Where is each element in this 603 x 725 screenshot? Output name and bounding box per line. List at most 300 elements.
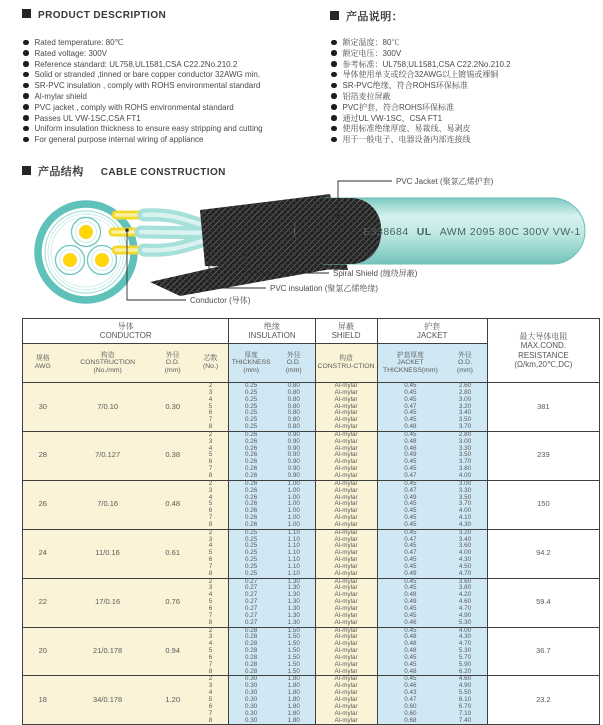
insulation-thickness-cell: 0.27 xyxy=(229,585,273,592)
insulation-od-cell: 1.30 xyxy=(273,606,315,613)
jacket-od-cell: 3.40 xyxy=(443,537,487,544)
cable-construction-title-cn: 产品结构 xyxy=(38,166,84,178)
cores-cell: 7 xyxy=(193,466,229,473)
shield-label: Spiral Shield (缠绕屏蔽) xyxy=(333,269,418,278)
shield-construction-cell: Al-mylar xyxy=(315,404,377,411)
insulation-od-cell: 1.00 xyxy=(273,488,315,495)
insulation-thickness-cell: 0.25 xyxy=(229,529,273,536)
shield-construction-cell: Al-mylar xyxy=(315,655,377,662)
insulation-od-cell: 1.30 xyxy=(273,585,315,592)
insulation-thickness-cell: 0.25 xyxy=(229,564,273,571)
cores-cell: 3 xyxy=(193,439,229,446)
bullet-text: Passes UL VW-1SC,CSA FT1 xyxy=(34,113,141,123)
shield-construction-cell: Al-mylar xyxy=(315,711,377,718)
insulation-od-cell: 1.10 xyxy=(273,557,315,564)
awg-cell: 28 xyxy=(23,431,63,480)
jacket-thickness-cell: 0.60 xyxy=(377,704,443,711)
shield-construction-cell: Al-mylar xyxy=(315,417,377,424)
cores-cell: 3 xyxy=(193,537,229,544)
bullet-item xyxy=(23,60,263,71)
shield-construction-cell: Al-mylar xyxy=(315,564,377,571)
jacket-od-cell: 2.80 xyxy=(443,390,487,397)
bullet-icon xyxy=(23,126,29,132)
insulation-thickness-header: 厚度 THICKNESS (mm) xyxy=(229,344,273,383)
bullet-icon xyxy=(23,115,29,121)
jacket-od-cell: 3.50 xyxy=(443,495,487,502)
cores-cell: 3 xyxy=(193,488,229,495)
spec-row xyxy=(23,431,600,438)
spec-row xyxy=(23,480,600,487)
jacket-thickness-cell: 0.45 xyxy=(377,606,443,613)
bullet-item xyxy=(23,92,263,103)
jacket-od-cell: 2.60 xyxy=(443,383,487,390)
jacket-od-cell: 3.00 xyxy=(443,397,487,404)
bullet-text: 通过UL VW-1SC、CSA FT1 xyxy=(342,113,443,123)
jacket-od-cell: 4.90 xyxy=(443,683,487,690)
cores-cell: 7 xyxy=(193,515,229,522)
jacket-od-cell: 5.90 xyxy=(443,662,487,669)
cores-cell: 5 xyxy=(193,550,229,557)
construction-header: 构造 CONSTRUCTION (No./mm) xyxy=(63,344,153,383)
insulation-thickness-cell: 0.30 xyxy=(229,718,273,725)
insulation-thickness-cell: 0.27 xyxy=(229,592,273,599)
insulation-group-header: 绝缘 INSULATION xyxy=(229,319,315,344)
spec-row xyxy=(23,676,600,683)
insulation-thickness-cell: 0.30 xyxy=(229,697,273,704)
jacket-thickness-cell: 0.49 xyxy=(377,452,443,459)
conductor-od-cell: 0.48 xyxy=(153,480,193,529)
jacket-od-cell: 4.00 xyxy=(443,508,487,515)
cores-cell: 8 xyxy=(193,473,229,480)
shield-construction-cell: Al-mylar xyxy=(315,648,377,655)
jacket-thickness-cell: 0.45 xyxy=(377,662,443,669)
jacket-thickness-cell: 0.48 xyxy=(377,439,443,446)
cores-cell: 5 xyxy=(193,697,229,704)
cores-cell: 2 xyxy=(193,431,229,438)
bullet-text: For general purpose internal wiring of appliance xyxy=(34,135,204,145)
bullet-icon xyxy=(331,61,337,67)
insulation-thickness-cell: 0.26 xyxy=(229,501,273,508)
bullet-item xyxy=(23,70,263,81)
insulation-thickness-cell: 0.25 xyxy=(229,404,273,411)
insulation-thickness-cell: 0.26 xyxy=(229,488,273,495)
insulation-thickness-cell: 0.26 xyxy=(229,446,273,453)
conductor-od-header: 外径 O.D. (mm) xyxy=(153,344,193,383)
shield-construction-cell: Al-mylar xyxy=(315,634,377,641)
insulation-od-cell: 1.00 xyxy=(273,515,315,522)
resistance-cell: 239 xyxy=(487,431,599,480)
awg-group-22 xyxy=(23,578,600,627)
cores-cell: 5 xyxy=(193,452,229,459)
jacket-thickness-cell: 0.45 xyxy=(377,383,443,390)
conductor-od-cell: 0.61 xyxy=(153,529,193,578)
jacket-od-cell: 4.30 xyxy=(443,634,487,641)
jacket-od-cell: 4.90 xyxy=(443,613,487,620)
spec-row xyxy=(23,529,600,536)
insulation-thickness-cell: 0.26 xyxy=(229,466,273,473)
jacket-od-cell: 3.50 xyxy=(443,417,487,424)
insulation-thickness-cell: 0.27 xyxy=(229,606,273,613)
awg-group-26 xyxy=(23,480,600,529)
insulation-od-cell: 1.80 xyxy=(273,697,315,704)
cores-cell: 7 xyxy=(193,711,229,718)
cores-cell: 4 xyxy=(193,397,229,404)
shield-construction-cell: Al-mylar xyxy=(315,599,377,606)
insulation-od-cell: 0.80 xyxy=(273,404,315,411)
insulation-label: PVC insulation (聚氯乙烯绝缘) xyxy=(270,284,379,293)
jacket-thickness-cell: 0.60 xyxy=(377,711,443,718)
insulation-od-cell: 1.50 xyxy=(273,669,315,676)
jacket-od-cell: 6.10 xyxy=(443,697,487,704)
insulation-thickness-cell: 0.25 xyxy=(229,410,273,417)
insulation-od-cell: 0.80 xyxy=(273,390,315,397)
insulation-od-cell: 1.10 xyxy=(273,564,315,571)
conductor-od-cell: 0.38 xyxy=(153,431,193,480)
jacket-thickness-cell: 0.45 xyxy=(377,676,443,683)
shield-construction-cell: Al-mylar xyxy=(315,515,377,522)
bullet-icon xyxy=(23,50,29,56)
bullet-item xyxy=(331,114,511,125)
awg-cell: 30 xyxy=(23,383,63,432)
insulation-od-cell: 0.80 xyxy=(273,417,315,424)
shield-construction-cell: Al-mylar xyxy=(315,452,377,459)
construction-cell: 7/0.16 xyxy=(63,480,153,529)
shield-construction-cell: Al-mylar xyxy=(315,410,377,417)
jacket-thickness-cell: 0.45 xyxy=(377,515,443,522)
insulation-thickness-cell: 0.25 xyxy=(229,383,273,390)
bullet-text: 用于一般电子、电器设备内部连接线 xyxy=(342,135,471,145)
bullet-text: PVC jacket , comply with ROHS environmental standard xyxy=(34,102,234,112)
bullet-icon xyxy=(331,50,337,56)
insulation-thickness-cell: 0.25 xyxy=(229,417,273,424)
product-notes-title xyxy=(330,8,403,24)
bullet-item xyxy=(331,92,511,103)
insulation-thickness-cell: 0.25 xyxy=(229,424,273,431)
insulation-thickness-cell: 0.30 xyxy=(229,704,273,711)
jacket-thickness-cell: 0.45 xyxy=(377,557,443,564)
insulation-od-cell: 1.50 xyxy=(273,662,315,669)
insulation-od-cell: 1.00 xyxy=(273,501,315,508)
insulation-od-cell: 0.90 xyxy=(273,452,315,459)
insulation-od-cell: 1.30 xyxy=(273,599,315,606)
insulation-od-cell: 1.50 xyxy=(273,641,315,648)
jacket-od-cell: 4.50 xyxy=(443,564,487,571)
jacket-od-cell: 5.70 xyxy=(443,655,487,662)
jacket-thickness-cell: 0.48 xyxy=(377,641,443,648)
insulation-od-cell: 0.90 xyxy=(273,439,315,446)
shield-construction-cell: Al-mylar xyxy=(315,613,377,620)
jacket-od-cell: 4.10 xyxy=(443,515,487,522)
jacket-od-cell: 6.20 xyxy=(443,669,487,676)
shield-construction-cell: Al-mylar xyxy=(315,501,377,508)
jacket-od-cell: 4.00 xyxy=(443,473,487,480)
jacket-thickness-cell: 0.45 xyxy=(377,508,443,515)
resistance-cell: 59.4 xyxy=(487,578,599,627)
shield-construction-cell: Al-mylar xyxy=(315,585,377,592)
insulation-od-cell: 1.80 xyxy=(273,704,315,711)
cores-cell: 2 xyxy=(193,383,229,390)
product-notes-list xyxy=(331,38,511,146)
jacket-od-cell: 3.30 xyxy=(443,446,487,453)
bullet-icon xyxy=(331,40,337,46)
insulation-thickness-cell: 0.28 xyxy=(229,662,273,669)
awg-cell: 22 xyxy=(23,578,63,627)
insulation-thickness-cell: 0.28 xyxy=(229,669,273,676)
product-description-list xyxy=(23,38,263,146)
resistance-cell: 23.2 xyxy=(487,676,599,725)
shield-construction-cell: Al-mylar xyxy=(315,620,377,627)
insulation-od-cell: 1.80 xyxy=(273,676,315,683)
jacket-od-cell: 3.70 xyxy=(443,459,487,466)
bullet-icon xyxy=(331,104,337,110)
awg-group-24 xyxy=(23,529,600,578)
construction-cell: 7/0.127 xyxy=(63,431,153,480)
bullet-icon xyxy=(331,126,337,132)
cores-cell: 2 xyxy=(193,578,229,585)
jacket-thickness-cell: 0.45 xyxy=(377,564,443,571)
bullet-icon xyxy=(331,72,337,78)
jacket-od-cell: 4.00 xyxy=(443,627,487,634)
jacket-thickness-cell: 0.45 xyxy=(377,578,443,585)
shield-construction-cell: Al-mylar xyxy=(315,439,377,446)
shield-construction-cell: Al-mylar xyxy=(315,704,377,711)
awg-cell: 24 xyxy=(23,529,63,578)
conductor-group-header: 导体 CONDUCTOR xyxy=(23,319,229,344)
bullet-text: 额定电压：300V xyxy=(342,48,402,58)
jacket-cylinder-art xyxy=(295,198,585,264)
bullet-icon xyxy=(23,83,29,89)
insulation-od-cell: 1.10 xyxy=(273,550,315,557)
insulation-od-cell: 1.00 xyxy=(273,495,315,502)
shield-construction-cell: Al-mylar xyxy=(315,690,377,697)
insulation-thickness-cell: 0.25 xyxy=(229,537,273,544)
jacket-od-header: 外径 O.D. (mm) xyxy=(443,344,487,383)
insulation-od-cell: 0.80 xyxy=(273,410,315,417)
construction-cell: 21/0.178 xyxy=(63,627,153,676)
cable-diagram-art xyxy=(0,170,603,318)
awg-group-30 xyxy=(23,383,600,432)
shield-construction-cell: Al-mylar xyxy=(315,641,377,648)
cores-cell: 3 xyxy=(193,390,229,397)
jacket-od-cell: 4.00 xyxy=(443,550,487,557)
insulation-thickness-cell: 0.30 xyxy=(229,690,273,697)
cores-cell: 7 xyxy=(193,662,229,669)
cores-cell: 8 xyxy=(193,571,229,578)
bullet-item xyxy=(23,38,263,49)
cores-cell: 8 xyxy=(193,718,229,725)
insulation-thickness-cell: 0.27 xyxy=(229,578,273,585)
jacket-thickness-cell: 0.45 xyxy=(377,522,443,529)
jacket-od-cell: 4.60 xyxy=(443,676,487,683)
insulation-thickness-cell: 0.28 xyxy=(229,648,273,655)
bullet-icon xyxy=(331,83,337,89)
insulation-thickness-cell: 0.26 xyxy=(229,495,273,502)
bullet-text: 导体使用单支或绞合32AWG以上镀锡或裸铜 xyxy=(342,70,499,80)
insulation-thickness-cell: 0.26 xyxy=(229,508,273,515)
bullet-icon xyxy=(23,61,29,67)
cores-cell: 4 xyxy=(193,543,229,550)
product-notes-title-text: 产品说明： xyxy=(346,11,403,23)
insulation-od-cell: 1.80 xyxy=(273,718,315,725)
jacket-od-cell: 4.70 xyxy=(443,641,487,648)
cores-cell: 4 xyxy=(193,690,229,697)
cores-cell: 4 xyxy=(193,592,229,599)
jacket-od-cell: 3.70 xyxy=(443,424,487,431)
jacket-thickness-cell: 0.48 xyxy=(377,592,443,599)
jacket-od-cell: 3.60 xyxy=(443,578,487,585)
jacket-thickness-cell: 0.45 xyxy=(377,501,443,508)
jacket-thickness-cell: 0.45 xyxy=(377,655,443,662)
jacket-od-cell: 3.00 xyxy=(443,480,487,487)
shield-construction-cell: Al-mylar xyxy=(315,473,377,480)
shield-construction-cell: Al-mylar xyxy=(315,557,377,564)
cores-cell: 2 xyxy=(193,480,229,487)
jacket-od-cell: 3.80 xyxy=(443,585,487,592)
bullet-icon xyxy=(23,93,29,99)
insulation-thickness-cell: 0.26 xyxy=(229,452,273,459)
insulation-od-cell: 0.90 xyxy=(273,473,315,480)
jacket-thickness-cell: 0.45 xyxy=(377,417,443,424)
jacket-od-cell: 4.30 xyxy=(443,522,487,529)
bullet-text: SR-PVC绝缘，符合ROHS环保标准 xyxy=(342,81,468,91)
cores-cell: 2 xyxy=(193,529,229,536)
jacket-od-cell: 4.70 xyxy=(443,571,487,578)
insulation-thickness-cell: 0.28 xyxy=(229,634,273,641)
bullet-text: 使用标准绝缘厚度、易裁线、易剥皮 xyxy=(342,124,471,134)
insulation-od-cell: 1.30 xyxy=(273,592,315,599)
insulation-od-cell: 1.50 xyxy=(273,627,315,634)
insulation-od-cell: 1.30 xyxy=(273,613,315,620)
jacket-thickness-cell: 0.45 xyxy=(377,431,443,438)
bullet-text: Solid or stranded ,tinned or bare copper conductor 32AWG min. xyxy=(34,70,261,80)
jacket-thickness-cell: 0.47 xyxy=(377,697,443,704)
bullet-icon xyxy=(23,40,29,46)
jacket-thickness-cell: 0.49 xyxy=(377,571,443,578)
cores-cell: 4 xyxy=(193,641,229,648)
insulation-thickness-cell: 0.27 xyxy=(229,620,273,627)
cores-cell: 8 xyxy=(193,669,229,676)
shield-construction-cell: Al-mylar xyxy=(315,383,377,390)
shield-construction-cell: Al-mylar xyxy=(315,669,377,676)
insulation-thickness-cell: 0.28 xyxy=(229,641,273,648)
shield-construction-cell: Al-mylar xyxy=(315,431,377,438)
jacket-od-cell: 5.30 xyxy=(443,648,487,655)
insulation-thickness-cell: 0.30 xyxy=(229,676,273,683)
jacket-thickness-cell: 0.46 xyxy=(377,446,443,453)
cores-cell: 3 xyxy=(193,683,229,690)
cores-cell: 5 xyxy=(193,501,229,508)
shield-construction-cell: Al-mylar xyxy=(315,508,377,515)
insulation-od-cell: 1.50 xyxy=(273,655,315,662)
shield-construction-cell: Al-mylar xyxy=(315,571,377,578)
bullet-icon xyxy=(23,137,29,143)
shield-construction-cell: Al-mylar xyxy=(315,390,377,397)
shield-group-header: 屏蔽 SHIELD xyxy=(315,319,377,344)
shield-construction-cell: Al-mylar xyxy=(315,495,377,502)
bullet-item xyxy=(23,124,263,135)
insulation-od-cell: 1.30 xyxy=(273,620,315,627)
cores-cell: 2 xyxy=(193,627,229,634)
jacket-thickness-cell: 0.45 xyxy=(377,529,443,536)
insulation-thickness-cell: 0.30 xyxy=(229,683,273,690)
jacket-od-cell: 3.20 xyxy=(443,404,487,411)
bullet-item xyxy=(23,114,263,125)
bullet-text: PVC护套，符合ROHS环保标准 xyxy=(342,102,455,112)
jacket-print-text: E338684 UL AWM 2095 80C 300V VW-1 xyxy=(363,226,581,238)
bullet-item xyxy=(23,103,263,114)
conductor-od-cell: 0.94 xyxy=(153,627,193,676)
insulation-od-cell: 0.90 xyxy=(273,431,315,438)
bullet-item xyxy=(23,81,263,92)
awg-group-28 xyxy=(23,431,600,480)
insulation-od-cell: 1.10 xyxy=(273,529,315,536)
insulation-od-cell: 0.90 xyxy=(273,466,315,473)
insulation-thickness-cell: 0.28 xyxy=(229,655,273,662)
conductor-label: Conductor (导体) xyxy=(190,296,251,305)
bullet-icon xyxy=(331,93,337,99)
bullet-item xyxy=(331,103,511,114)
awg-cell: 20 xyxy=(23,627,63,676)
insulation-thickness-cell: 0.25 xyxy=(229,550,273,557)
jacket-thickness-cell: 0.49 xyxy=(377,599,443,606)
conductor-od-cell: 0.76 xyxy=(153,578,193,627)
cores-cell: 6 xyxy=(193,508,229,515)
insulation-od-cell: 1.80 xyxy=(273,711,315,718)
insulation-thickness-cell: 0.26 xyxy=(229,473,273,480)
jacket-group-header: 护套 JACKET xyxy=(377,319,487,344)
insulation-od-cell: 1.10 xyxy=(273,543,315,550)
jacket-thickness-cell: 0.45 xyxy=(377,627,443,634)
resistance-cell: 150 xyxy=(487,480,599,529)
jacket-od-cell: 5.30 xyxy=(443,620,487,627)
insulation-thickness-cell: 0.27 xyxy=(229,613,273,620)
insulation-thickness-cell: 0.27 xyxy=(229,599,273,606)
insulation-thickness-cell: 0.25 xyxy=(229,390,273,397)
insulation-od-cell: 0.80 xyxy=(273,397,315,404)
cores-cell: 4 xyxy=(193,446,229,453)
insulation-od-cell: 0.80 xyxy=(273,424,315,431)
jacket-thickness-cell: 0.45 xyxy=(377,397,443,404)
bullet-text: 铝箔麦拉屏蔽 xyxy=(342,91,391,101)
jacket-thickness-cell: 0.47 xyxy=(377,537,443,544)
shield-construction-cell: Al-mylar xyxy=(315,592,377,599)
insulation-thickness-cell: 0.26 xyxy=(229,522,273,529)
resistance-header: 最大导体电阻 MAX.COND. RESISTANCE (Ω/km,20℃,DC) xyxy=(487,319,599,383)
cores-cell: 4 xyxy=(193,495,229,502)
jacket-thickness-cell: 0.47 xyxy=(377,550,443,557)
cores-cell: 5 xyxy=(193,404,229,411)
resistance-cell: 381 xyxy=(487,383,599,432)
shield-construction-cell: Al-mylar xyxy=(315,466,377,473)
jacket-thickness-cell: 0.45 xyxy=(377,585,443,592)
jacket-od-cell: 4.20 xyxy=(443,592,487,599)
insulation-thickness-cell: 0.25 xyxy=(229,571,273,578)
jacket-thickness-header: 护套厚度 JACKET THICKNESS(mm) xyxy=(377,344,443,383)
insulation-od-cell: 0.90 xyxy=(273,446,315,453)
jacket-thickness-cell: 0.46 xyxy=(377,620,443,627)
cores-cell: 3 xyxy=(193,585,229,592)
jacket-od-cell: 3.70 xyxy=(443,501,487,508)
spec-row xyxy=(23,383,600,390)
jacket-od-cell: 6.70 xyxy=(443,704,487,711)
insulation-od-cell: 1.80 xyxy=(273,683,315,690)
insulation-od-cell: 0.90 xyxy=(273,459,315,466)
bullet-icon xyxy=(331,137,337,143)
jacket-od-cell: 7.10 xyxy=(443,711,487,718)
construction-cell: 17/0.16 xyxy=(63,578,153,627)
jacket-thickness-cell: 0.45 xyxy=(377,390,443,397)
shield-construction-cell: Al-mylar xyxy=(315,543,377,550)
